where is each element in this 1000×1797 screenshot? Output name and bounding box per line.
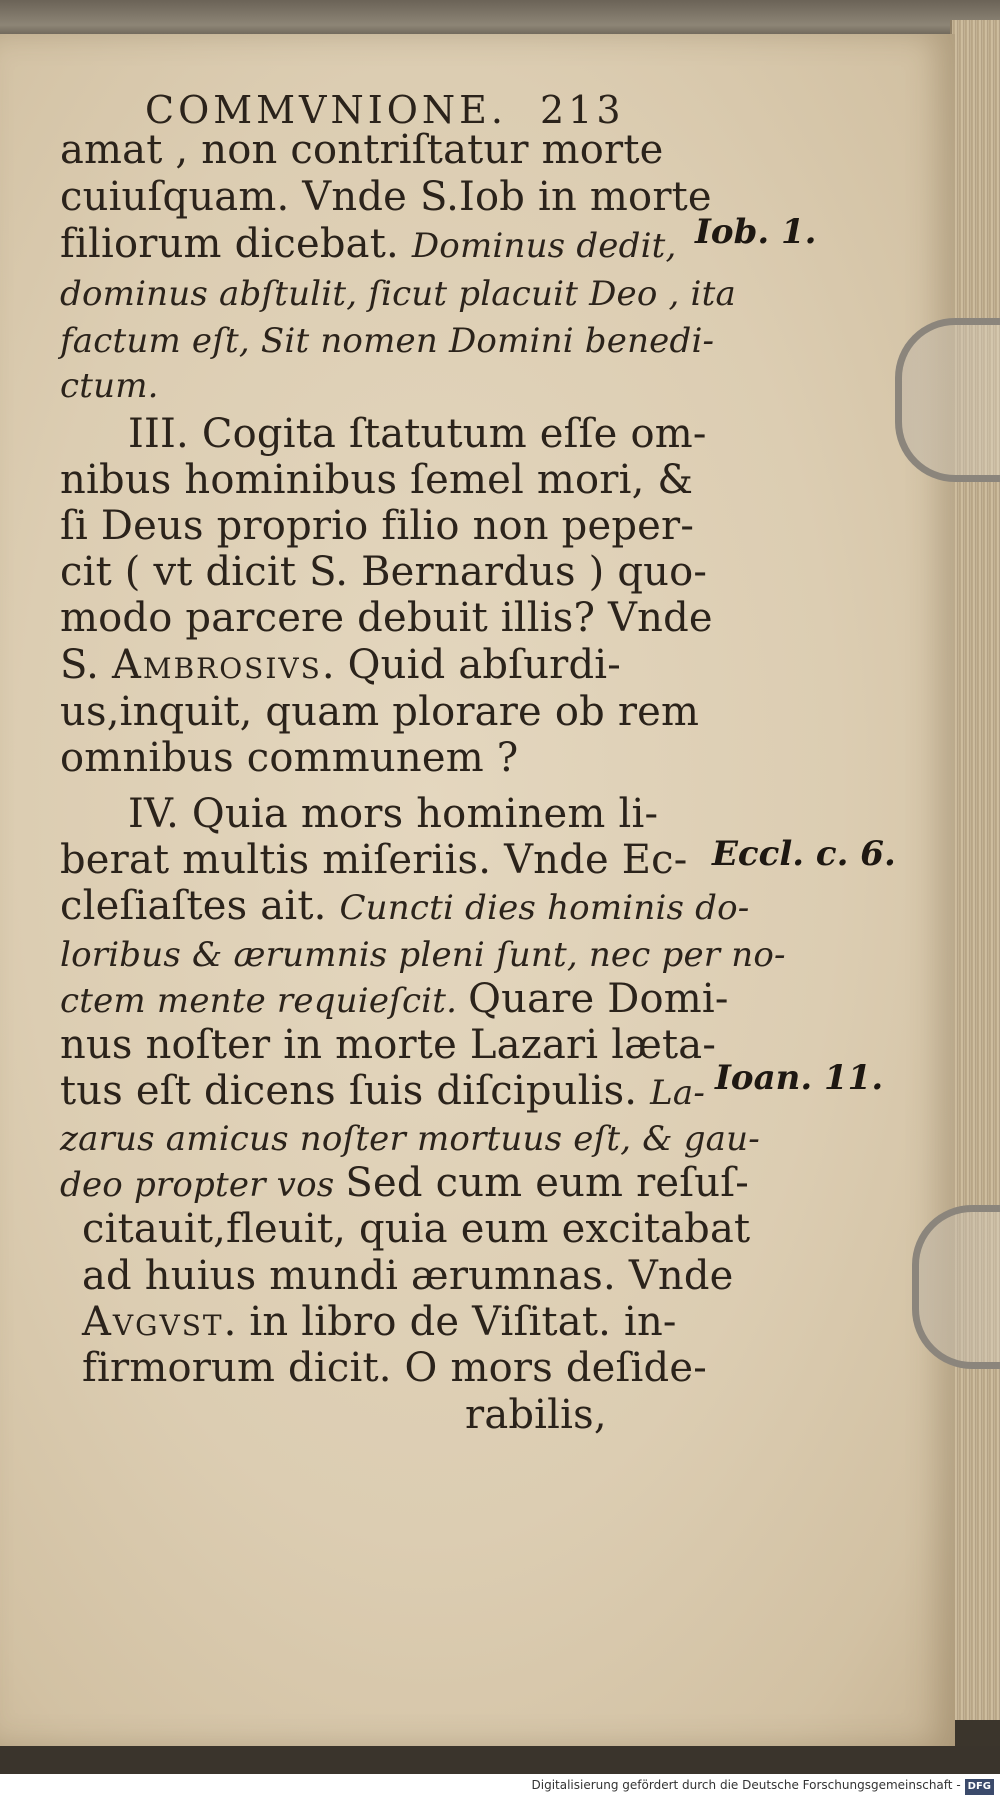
roman-text: . Quid abſurdi-: [321, 642, 621, 688]
page-number: 213: [540, 88, 625, 132]
text-line: [60, 456, 693, 504]
roman-text: S.: [60, 642, 113, 688]
text-line: [60, 882, 750, 932]
roman-text: modo parcere debuit illis? Vnde: [60, 595, 713, 641]
italic-text: La-: [650, 1073, 706, 1113]
italic-text: ctem mente requieſcit.: [60, 981, 469, 1021]
italic-text: Cuncti dies hominis do-: [339, 888, 750, 928]
text-line: [60, 594, 713, 642]
text-line: [60, 173, 712, 221]
italic-text: loribus & ærumnis pleni ſunt, nec per no-: [60, 935, 786, 975]
text-line: [60, 734, 518, 782]
roman-text: us,inquit, quam plorare ob rem: [60, 689, 700, 735]
text-line: [128, 410, 707, 458]
roman-text: berat multis miſeriis. Vnde Ec-: [60, 837, 688, 883]
roman-text: cuiuſquam. Vnde S.Iob in morte: [60, 174, 712, 220]
text-line: [82, 1344, 707, 1392]
roman-text: cleſiaſtes ait.: [60, 883, 340, 929]
roman-text: . in libro de Viſitat. in-: [223, 1299, 677, 1345]
roman-text: nibus hominibus ſemel mori, &: [60, 457, 694, 503]
roman-text: ad huius mundi ærumnas. Vnde: [82, 1253, 734, 1299]
small-caps-text: Avgvst: [82, 1299, 224, 1345]
text-line: [128, 790, 658, 838]
roman-text: III. Cogita ſtatutum eſſe om-: [128, 411, 707, 457]
text-line: [60, 502, 694, 550]
italic-text: ctum.: [60, 366, 159, 406]
margin-note-ioan: Ioan. 11.: [715, 1058, 884, 1098]
text-line: [60, 1159, 749, 1209]
roman-text: cit ( vt dicit S. Bernardus ) quo-: [60, 549, 708, 595]
text-line: [60, 836, 687, 884]
text-line: [60, 1113, 760, 1163]
text-line: [60, 929, 786, 979]
italic-text: Dominus dedit,: [411, 226, 677, 266]
italic-text: deo propter vos: [60, 1165, 346, 1205]
roman-text: firmorum dicit. O mors deſide-: [82, 1345, 707, 1391]
text-line: [60, 975, 729, 1025]
text-line: [60, 688, 699, 736]
text-line: [82, 1205, 750, 1253]
scanner-background: [0, 1746, 1000, 1774]
header-title: COMMVNIONE.: [145, 88, 507, 132]
text-line: [60, 1021, 716, 1069]
italic-text: dominus abſtulit, ſicut placuit Deo , ita: [60, 274, 736, 314]
margin-note-job: Iob. 1.: [695, 212, 817, 252]
digitization-footer: [0, 1774, 1000, 1797]
margin-note-eccl: Eccl. c. 6.: [712, 834, 896, 874]
page-edges: [950, 20, 1000, 1720]
text-line: [60, 220, 677, 270]
text-line: [82, 1252, 734, 1300]
text-line: [60, 641, 621, 689]
italic-text: factum eſt, Sit nomen Domini benedi-: [60, 321, 715, 361]
text-line: [82, 1298, 677, 1346]
footer-text: Digitalisierung gefördert durch die Deutsche Forschungsgemeinschaft -: [531, 1778, 961, 1792]
roman-text: tus eſt dicens ſuis diſcipulis.: [60, 1068, 651, 1114]
roman-text: rabilis,: [465, 1392, 607, 1438]
roman-text: nus noſter in morte Lazari læta-: [60, 1022, 717, 1068]
text-line: [465, 1391, 607, 1439]
text-line: [60, 548, 707, 596]
dfg-logo: DFG: [965, 1779, 994, 1795]
roman-text: Sed cum eum reſuſ-: [345, 1160, 749, 1206]
small-caps-text: Ambrosivs: [112, 642, 322, 688]
text-line: [60, 1067, 705, 1117]
text-line: [60, 360, 159, 410]
roman-text: citauit,fleuit, quia eum excitabat: [82, 1206, 751, 1252]
roman-text: ſi Deus proprio filio non peper-: [60, 503, 695, 549]
page-clip-top: [895, 318, 1000, 482]
roman-text: IV. Quia mors hominem li-: [128, 791, 659, 837]
text-line: [60, 126, 663, 174]
text-line: [60, 268, 736, 318]
roman-text: amat , non contriſtatur morte: [60, 127, 664, 173]
roman-text: filiorum dicebat.: [60, 221, 412, 267]
page-clip-bottom: [912, 1205, 1000, 1369]
book-page: [0, 34, 955, 1746]
roman-text: Quare Domi-: [468, 976, 729, 1022]
italic-text: zarus amicus noſter mortuus eſt, & gau-: [60, 1119, 760, 1159]
text-line: [60, 315, 714, 365]
roman-text: omnibus communem ?: [60, 735, 519, 781]
